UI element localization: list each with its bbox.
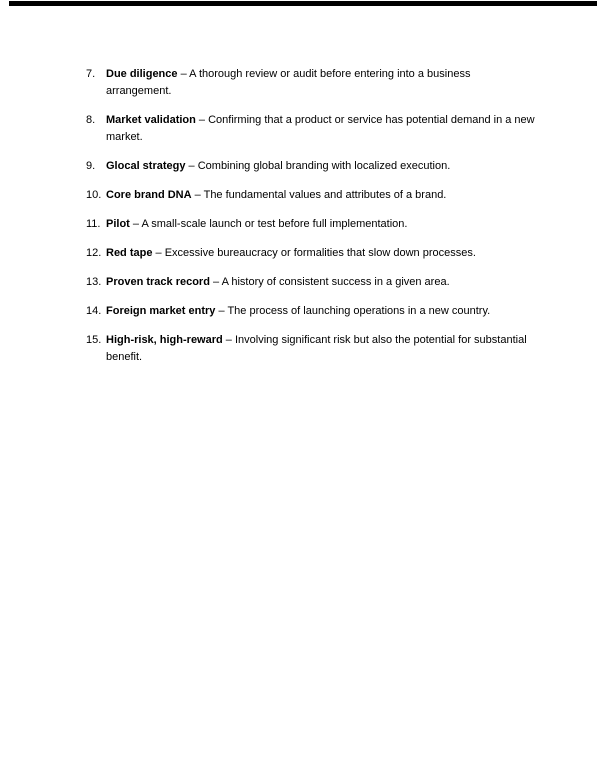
- separator-dash: –: [215, 305, 228, 317]
- top-black-bar: [9, 1, 597, 6]
- term-text: Foreign market entry: [106, 305, 216, 317]
- term-text: Glocal strategy: [106, 160, 186, 172]
- item-number: 13.: [86, 276, 102, 288]
- list-item: [86, 216, 537, 233]
- item-body: [106, 334, 527, 363]
- item-number: 12.: [86, 247, 102, 259]
- vocabulary-list: [86, 66, 537, 378]
- item-body: [106, 160, 450, 172]
- separator-dash: –: [177, 68, 190, 80]
- definition-text: A small-scale launch or test before full implementation.: [141, 218, 408, 230]
- item-number: 8.: [86, 114, 96, 126]
- separator-dash: –: [222, 334, 235, 346]
- list-item: [86, 187, 537, 204]
- item-number: 11.: [86, 218, 101, 230]
- definition-text: The fundamental values and attributes of a brand.: [203, 189, 447, 201]
- definition-text: The process of launching operations in a new country.: [227, 305, 491, 317]
- item-body: [106, 305, 490, 317]
- item-number: 14.: [86, 305, 102, 317]
- list-item: [86, 112, 537, 146]
- term-text: High-risk, high-reward: [106, 334, 223, 346]
- list-item: [86, 158, 537, 175]
- item-number: 10.: [86, 189, 102, 201]
- list-item: [86, 66, 537, 100]
- item-number: 9.: [86, 160, 96, 172]
- separator-dash: –: [185, 160, 198, 172]
- item-body: [106, 218, 407, 230]
- definition-text: A history of consistent success in a given area.: [221, 276, 450, 288]
- item-body: [106, 247, 476, 259]
- definition-text: Combining global branding with localized execution.: [197, 160, 451, 172]
- separator-dash: –: [209, 276, 222, 288]
- list-item: [86, 274, 537, 291]
- term-text: Red tape: [106, 247, 153, 259]
- separator-dash: –: [195, 114, 209, 126]
- item-body: [106, 114, 535, 143]
- term-text: Core brand DNA: [106, 189, 192, 201]
- item-number: 15.: [86, 334, 102, 346]
- list-item: [86, 332, 537, 366]
- list-item: [86, 303, 537, 320]
- definition-text: A thorough review or audit before entering into a business arrangement.: [106, 68, 471, 97]
- term-text: Proven track record: [106, 276, 210, 288]
- separator-dash: –: [152, 247, 165, 259]
- term-text: Pilot: [106, 218, 130, 230]
- definition-text: Excessive bureaucracy or formalities that slow down processes.: [164, 247, 476, 259]
- term-text: Market validation: [106, 114, 196, 126]
- item-body: [106, 276, 450, 288]
- separator-dash: –: [191, 189, 204, 201]
- definition-text: Involving significant risk but also the potential for substantial benefit.: [106, 334, 527, 363]
- separator-dash: –: [129, 218, 142, 230]
- definition-text: Confirming that a product or service has potential demand in a new market.: [106, 114, 535, 143]
- item-body: [106, 68, 470, 97]
- item-body: [106, 189, 446, 201]
- item-number: 7.: [86, 68, 96, 80]
- term-text: Due diligence: [106, 68, 178, 80]
- list-item: [86, 245, 537, 262]
